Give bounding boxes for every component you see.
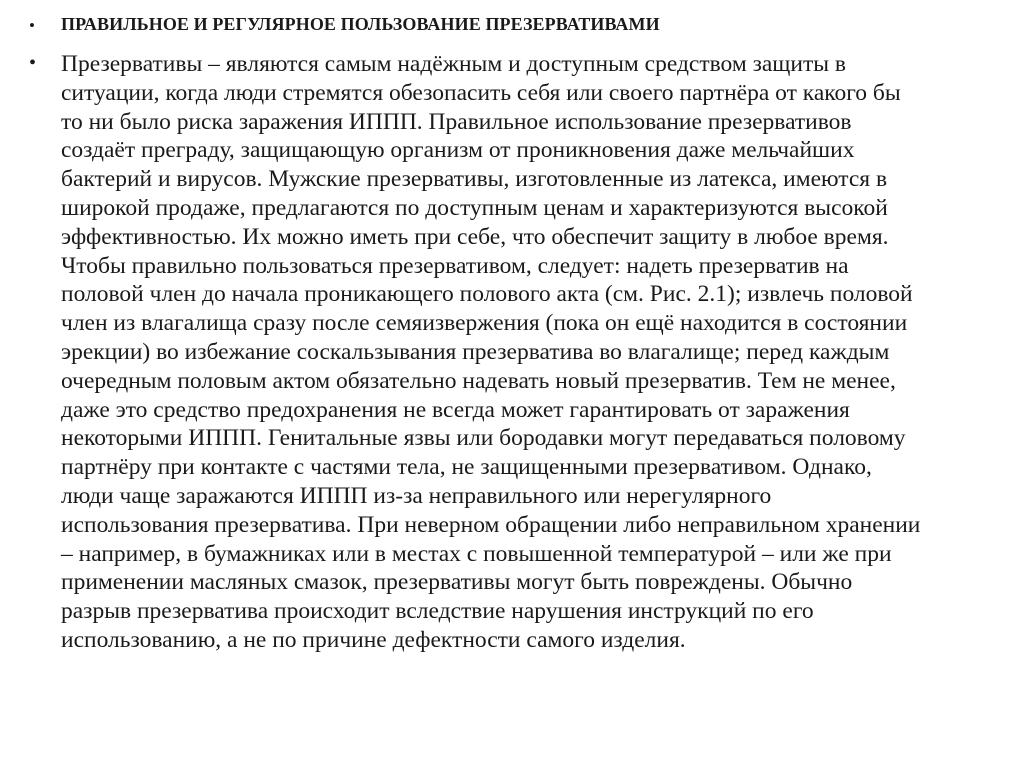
body-line: некоторыми ИППП. Генитальные язвы или бородавки могут передаваться половому: [61, 425, 906, 452]
body-line: использования презерватива. При неверном обращении либо неправильном хранении: [61, 511, 921, 538]
body-line: даже это средство предохранения не всегда может гарантировать от заражения: [61, 396, 850, 423]
body-paragraph: [61, 50, 999, 655]
body-line: люди чаще заражаются ИППП из-за неправильного или нерегулярного: [61, 482, 772, 509]
body-line: ситуации, когда люди стремятся обезопасить себя или своего партнёра от какого бы: [61, 79, 901, 106]
body-line: – например, в бумажниках или в местах с повышенной температурой – или же при: [61, 540, 892, 567]
body-line: Чтобы правильно пользоваться презервативом, следует: надеть презерватив на: [61, 252, 849, 279]
bullet-point-icon: •: [29, 16, 35, 35]
body-line: то ни было риска заражения ИППП. Правильное использование презервативов: [61, 108, 852, 135]
body-line: широкой продаже, предлагаются по доступным ценам и характеризуются высокой: [61, 194, 888, 221]
bullet-point-icon: •: [29, 52, 37, 74]
bullet-list: [29, 8, 999, 655]
body-line: разрыв презерватива происходит вследствие нарушения инструкций по его: [61, 598, 814, 625]
body-line: применении масляных смазок, презервативы могут быть повреждены. Обычно: [61, 569, 853, 596]
body-line: половой член до начала проникающего полового акта (см. Рис. 2.1); извлечь половой: [61, 281, 913, 308]
slide-heading: ПРАВИЛЬНОЕ И РЕГУЛЯРНОЕ ПОЛЬЗОВАНИЕ ПРЕЗЕРВАТИВАМИ: [61, 14, 660, 34]
body-line: создаёт преграду, защищающую организм от проникновения даже мельчайших: [61, 137, 855, 164]
heading-bullet-item: [29, 8, 999, 36]
body-line: эрекции) во избежание соскальзывания презерватива во влагалище; перед каждым: [61, 338, 890, 365]
body-line: член из влагалища сразу после семяизвержения (пока он ещё находится в состоянии: [61, 310, 908, 337]
body-line: использованию, а не по причине дефектности самого изделия.: [61, 626, 686, 653]
body-line: очередным половым актом обязательно надевать новый презерватив. Тем не менее,: [61, 367, 896, 394]
body-line: Презервативы – являются самым надёжным и доступным средством защиты в: [61, 51, 847, 77]
body-line: партнёру при контакте с частями тела, не защищенными презервативом. Однако,: [61, 454, 872, 481]
body-line: бактерий и вирусов. Мужские презервативы, изготовленные из латекса, имеются в: [61, 166, 888, 193]
body-bullet-item: [29, 50, 999, 655]
body-line: эффективностью. Их можно иметь при себе, что обеспечит защиту в любое время.: [61, 223, 889, 250]
